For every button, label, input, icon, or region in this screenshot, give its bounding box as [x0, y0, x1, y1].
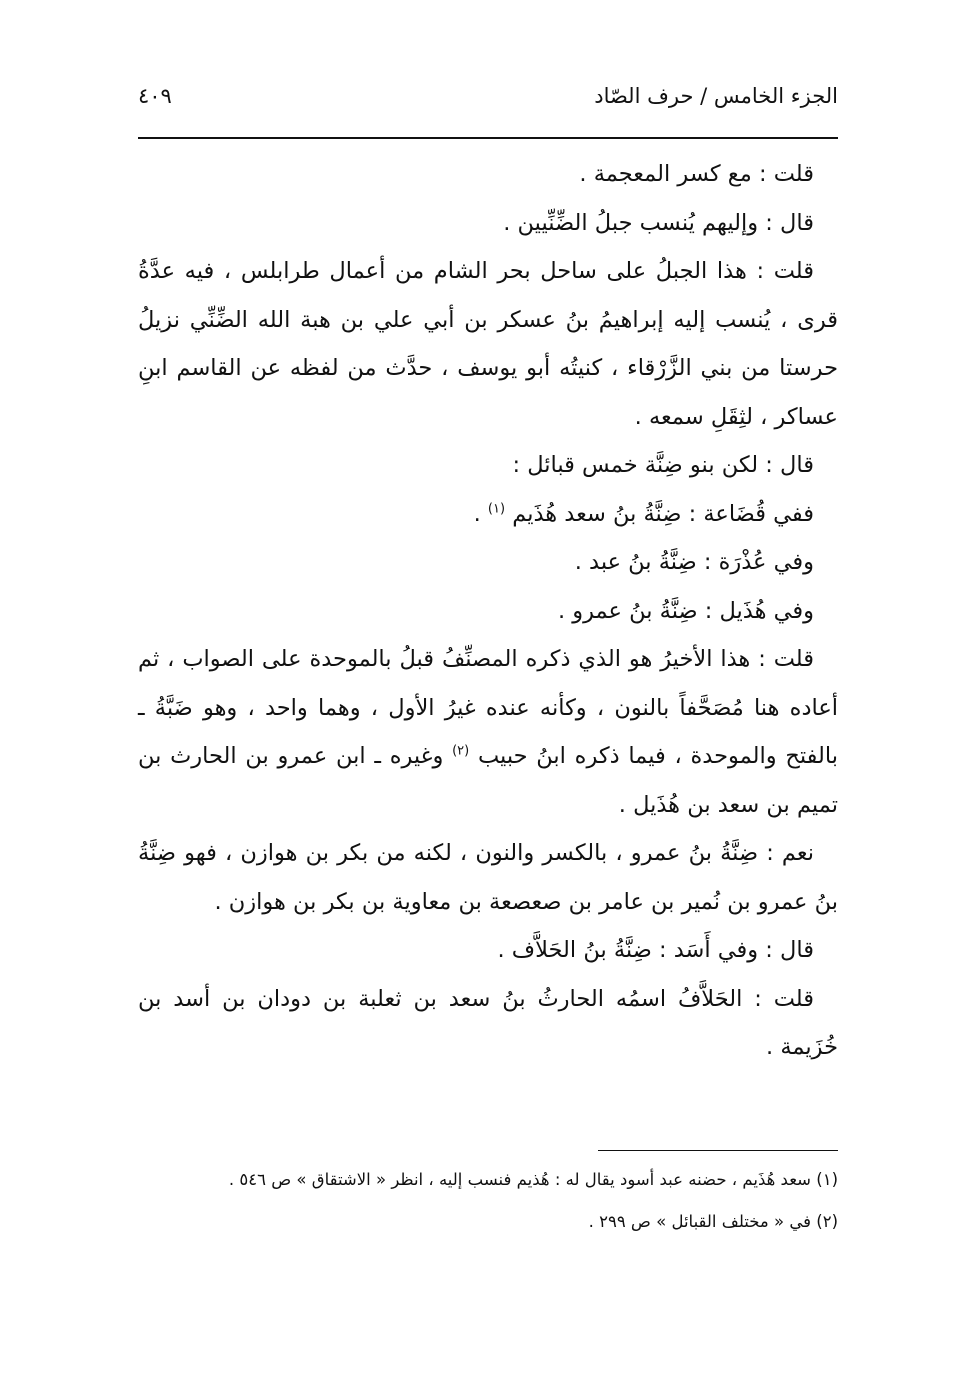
paragraph-9: نعم : ضِنَّةُ بنُ عمرو ، بالكسر والنون ، لكنه من بكر بن هوازن ، فهو ضِنَّةُ بنُ عمرو بن نُمير بن عامر بن صعصعة بن معاوية بن بكر بن هوازن . [138, 840, 838, 915]
page-number: ٤٠٩ [138, 84, 172, 108]
paragraph-8-text-b: وغيره ـ ابن عمرو بن الحارث بن تميم بن سعد بن هُذَيل . [138, 743, 838, 818]
paragraph-4: قال : لكن بنو ضِنَّة خمس قبائل : [512, 452, 814, 478]
paragraph-3: قلت : هذا الجبلُ على ساحل بحر الشام من أعمال طرابلس ، فيه عدَّةُ قرى ، يُنسب إليه إبراهيمُ بنُ عسكر بن أبي علي بن هبة الله الضِّنِّي نزيلُ حرستا من بني الزَّرْقاء ، كنيتُه أبو يوسف ، حدَّث من لفظه عن القاسم ابنِ عساكر ، لثِقَلِ سمعه . [138, 258, 838, 430]
footnote-divider [598, 1150, 838, 1151]
paragraph-5-end: . [473, 500, 488, 527]
page-header [138, 78, 838, 128]
paragraph-7: وفي هُذَيل : ضِنَّةُ بنُ عمرو . [557, 597, 814, 624]
running-title: الجزء الخامس / حرف الصّاد [594, 84, 838, 108]
main-text [138, 150, 838, 1072]
paragraph-5-text: ففي قُضَاعة : ضِنَّةُ بنُ سعد هُذَيم [512, 500, 814, 527]
footnote-2: (٢) في « مختلف القبائل » ص ٢٩٩ . [588, 1212, 838, 1231]
paragraph-8 [138, 635, 838, 829]
footnote-ref-1[interactable]: (١) [487, 501, 506, 516]
footnote-1: (١) سعد هُذَيم ، حضنه عبد أسود يقال له : هُذيم فنسب إليه ، انظر « الاشتقاق » ص ٥٤٦ . [228, 1170, 838, 1189]
paragraph-2: قال : وإليهم يُنسب جبلُ الضِّنِّيين . [503, 209, 814, 236]
header-divider [138, 137, 838, 139]
footnote-ref-2[interactable]: (٢) [452, 743, 470, 759]
paragraph-1: قلت : مع كسر المعجمة . [579, 161, 814, 187]
footnotes [138, 1162, 838, 1240]
paragraph-11: قلت : الحَلاَّفُ اسمُه الحارثُ بنُ سعد بن ثعلبة بن دودان بن أسد بن خُزَيمة . [138, 985, 838, 1060]
paragraph-10: قال : وفي أَسَد : ضِنَّةُ بنُ الحَلاَّف . [497, 937, 814, 963]
paragraph-6: وفي عُذْرَة : ضِنَّةُ بنُ عبد . [574, 549, 814, 575]
paragraph-5 [138, 490, 838, 539]
paragraph-8-text-a: قلت : هذا الأخيرُ هو الذي ذكره المصنِّفُ قبلُ بالموحدة على الصواب ، ثم أعاده هنا مُصَحَّفاً بالنون ، وكأنه عنده غيرُ الأول ، وهما واحد ، وهو ضَبَّةُ ـ بالفتح والموحدة ، فيما ذكره ابنُ حبيب [138, 646, 838, 769]
